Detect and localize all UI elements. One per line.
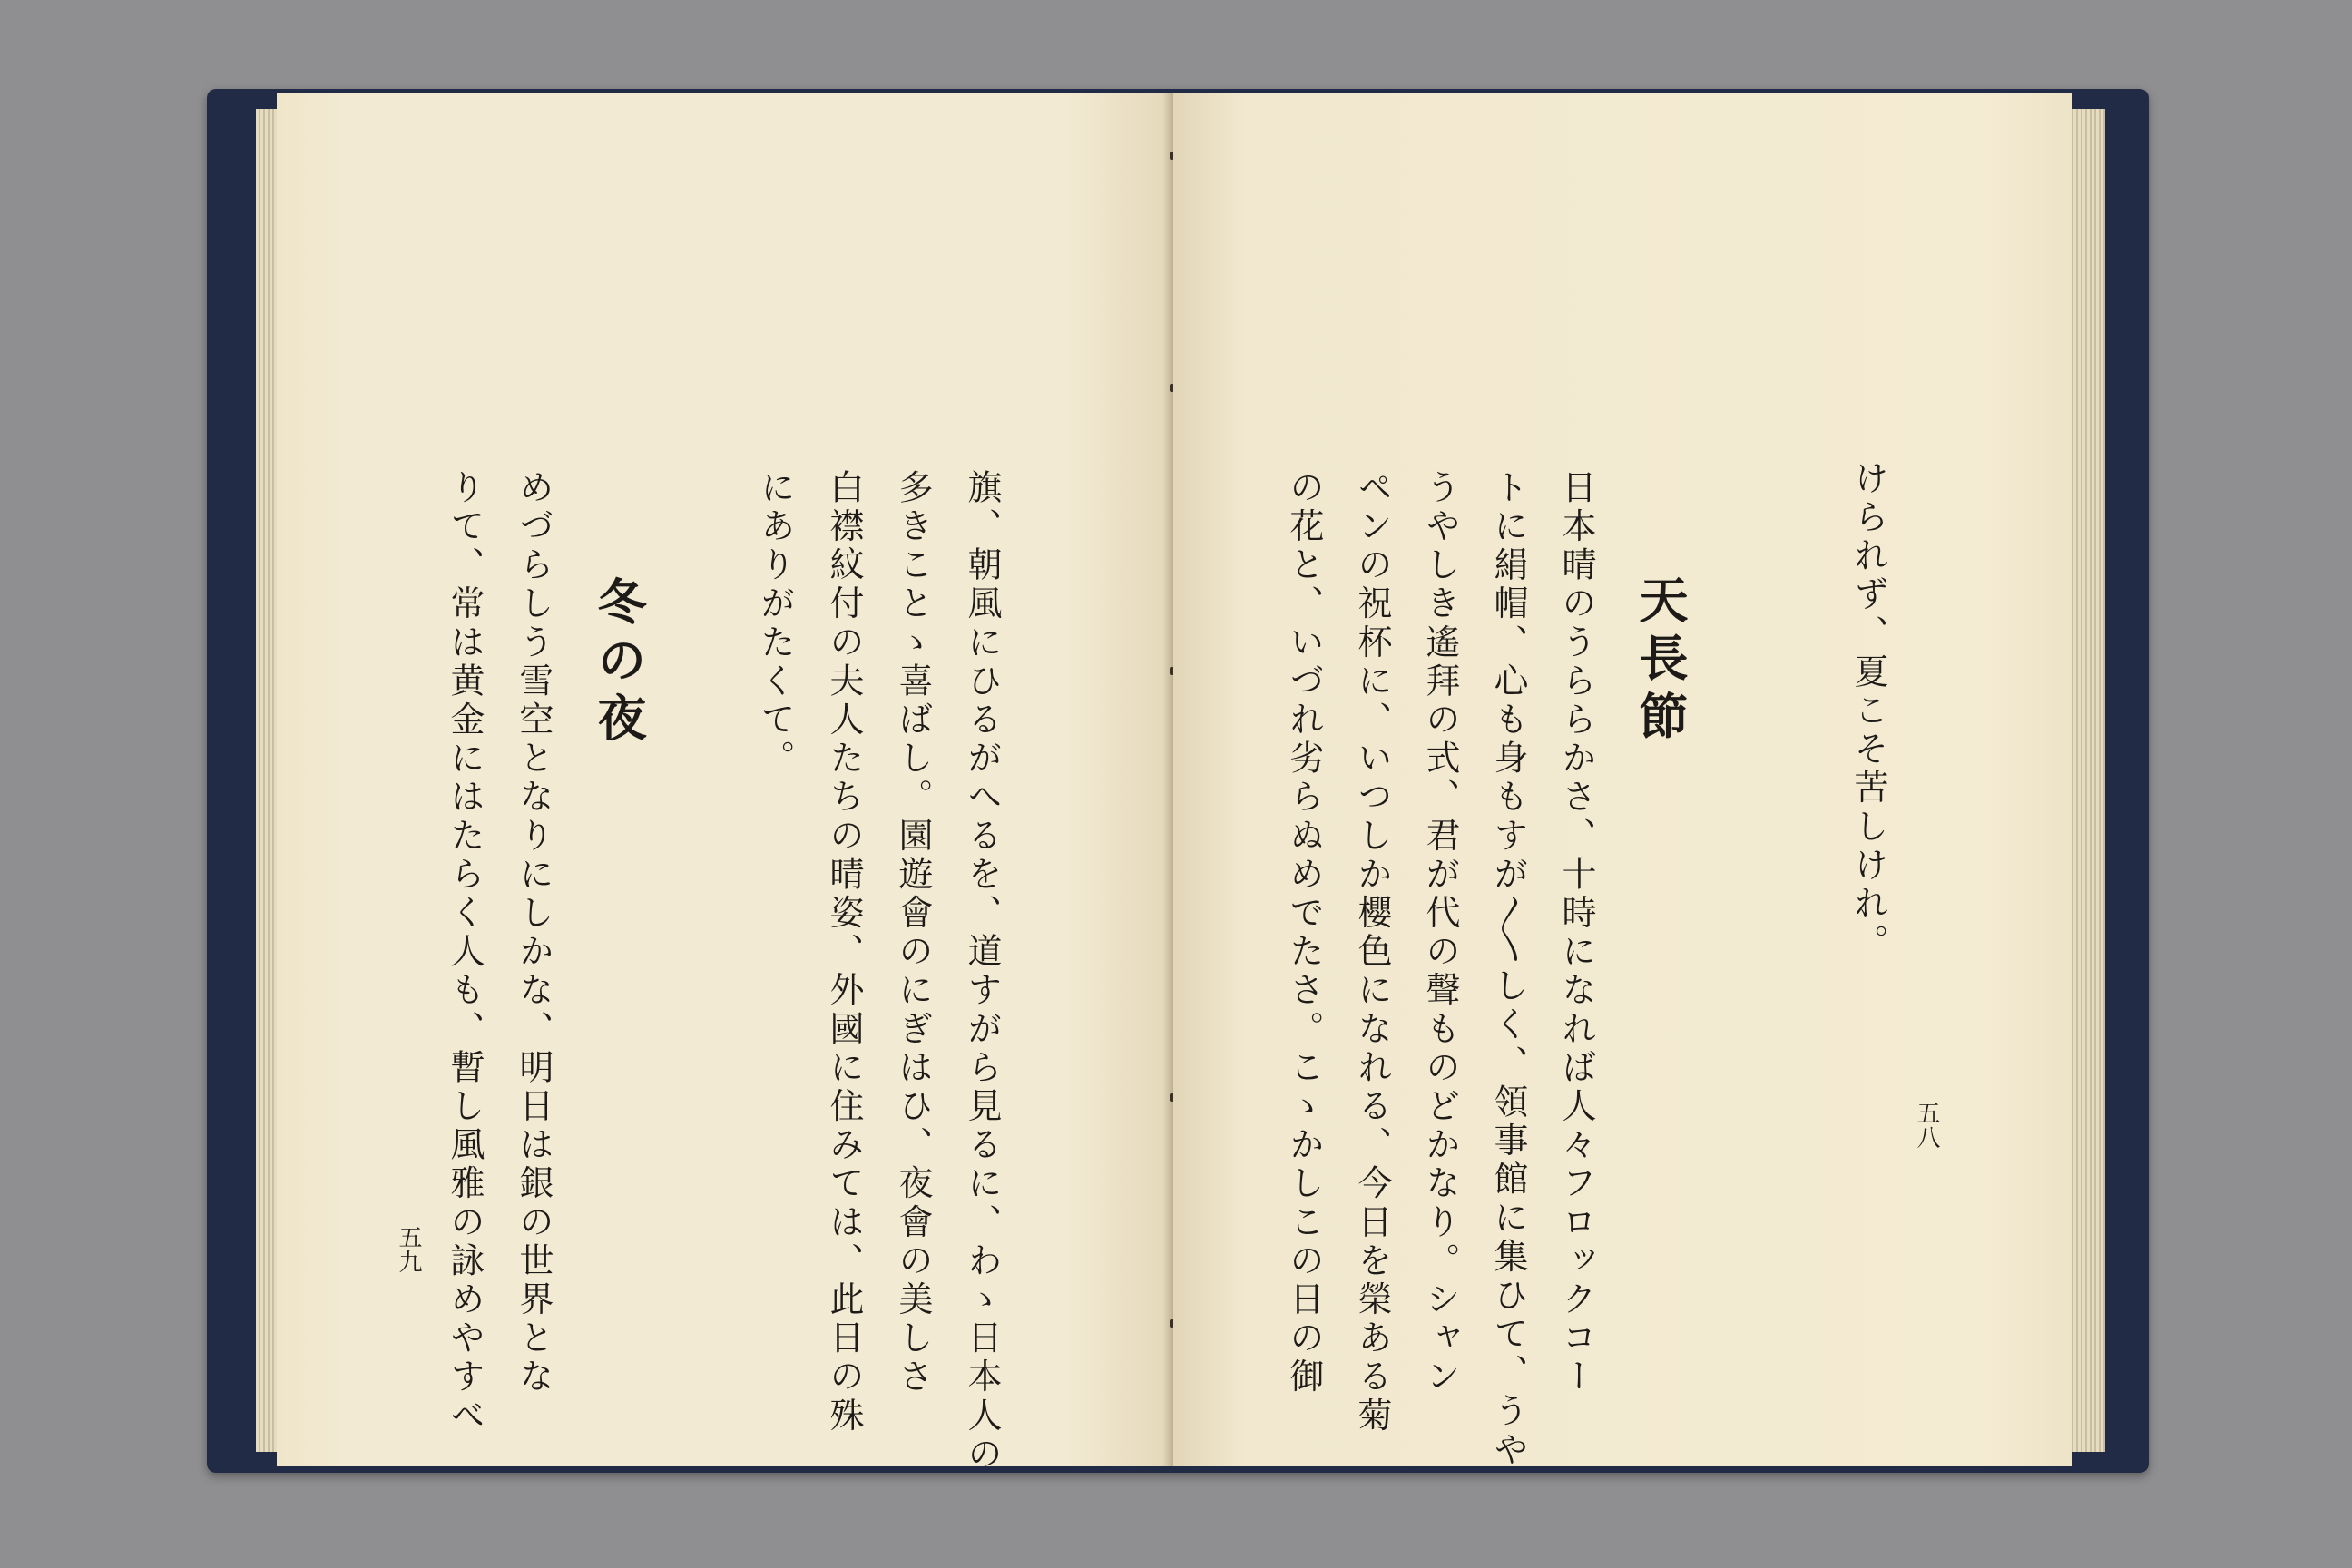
text-column: めづらしう雪空となりにしかな、明日は銀の世界とな [514, 469, 554, 1397]
text-column: ペンの祝杯に、いつしか櫻色になれる、今日を榮ある菊 [1352, 469, 1392, 1436]
section-title: 冬の夜 [590, 576, 648, 750]
section-title: 天長節 [1632, 574, 1690, 749]
right-page [1173, 93, 2072, 1470]
text-column: 旗、朝風にひるがへるを、道すがら見るに、わゝ日本人の [962, 469, 1002, 1475]
left-page [277, 93, 1173, 1475]
text-column: 日本晴のうららかさ、十時になれば人々フロックコー [1556, 469, 1596, 1397]
text-column: にありがたくて。 [755, 469, 795, 779]
text-column: りて、常は黄金にはたらく人も、暫し風雅の詠めやすべ [445, 469, 485, 1436]
text-column: けられず、夏こそ苦しけれ。 [1848, 460, 1888, 963]
text-column: うやしき遙拜の式、君が代の聲ものどかなり。シャン [1420, 469, 1460, 1397]
text-column: トに絹帽、心も身もすが〱しく、領事館に集ひて、うや [1488, 469, 1528, 1470]
text-column: 白襟紋付の夫人たちの晴姿、外國に住みては、此日の殊 [824, 469, 864, 1436]
text-column: の花と、いづれ劣らぬめでたさ。こゝかしこの日の御 [1284, 469, 1324, 1397]
page-number: 五八 [1913, 1101, 1940, 1150]
page-number: 五九 [395, 1225, 422, 1274]
text-column: 多きことゝ喜ばし。園遊會のにぎはひ、夜會の美しさ [893, 469, 933, 1397]
